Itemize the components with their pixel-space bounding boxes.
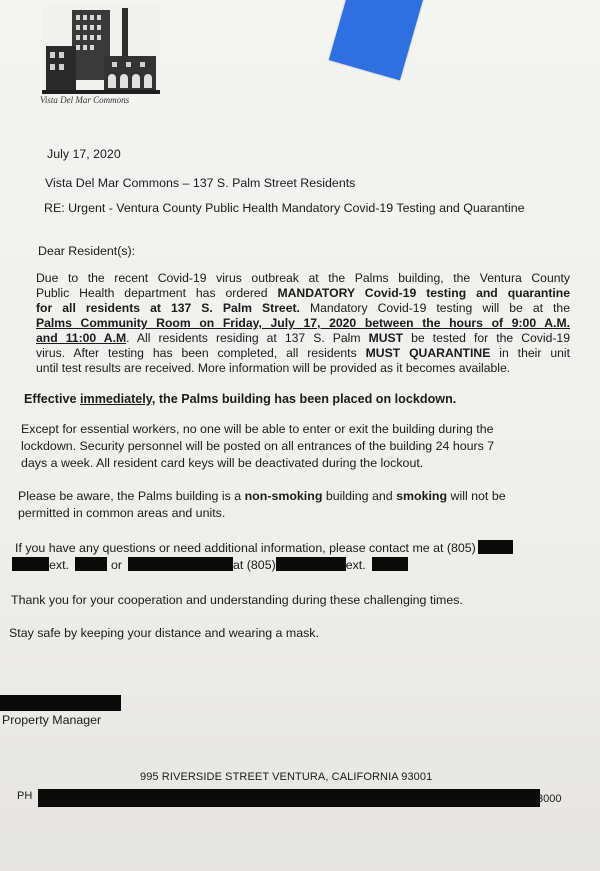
paragraph-line: lockdown. Security personnel will be posted on all entrances of the building 24 hours 7 [21,439,495,453]
redacted-block [372,557,408,571]
paragraph-line: Except for essential workers, no one will be able to enter or exit the building during the [21,422,494,436]
paragraph-lockdown [21,421,581,472]
paragraph-line: Public Health department has ordered MANDATORY Covid-19 testing and quarantine [36,286,570,300]
redacted-block [12,557,49,571]
paragraph-testing [36,271,570,376]
signature-title: Property Manager [2,713,102,727]
paragraph-line: permitted in common areas and units. [18,506,226,520]
paragraph-line: Due to the recent Covid-19 virus outbreak at the Palms building, the Ventura County [36,271,570,285]
paragraph-smoking [18,488,578,522]
thank-you-line: Thank you for your cooperation and understanding during these challenging times. [11,593,463,607]
stay-safe-line: Stay safe by keeping your distance and wearing a mask. [9,626,319,640]
contact-line: If you have any questions or need additional information, please contact me at (805) [15,540,513,556]
salutation: Dear Resident(s): [38,244,136,258]
paragraph-line: virus. After testing has been completed, all residents MUST QUARANTINE in their unit [36,346,570,360]
redacted-block [478,540,513,554]
redacted-signature [0,695,121,711]
footer-address: 995 RIVERSIDE STREET VENTURA, CALIFORNIA 93001 [140,771,433,783]
paragraph-line: until test results are received. More information will be provided as it becomes available. [36,361,511,375]
paragraph-line: Palms Community Room on Friday, July 17, 2020 between the hours of 9:00 A.M. [36,316,570,330]
paragraph-line: for all residents at 137 S. Palm Street. Mandatory Covid-19 testing will be at the [36,301,570,315]
subject-line: RE: Urgent - Ventura County Public Health Mandatory Covid-19 Testing and Quarantine [44,201,525,215]
redacted-block [75,557,107,571]
redacted-block [276,557,346,571]
paragraph-line: days a week. All resident card keys will be deactivated during the lockout. [21,456,424,470]
logo-caption: Vista Del Mar Commons [40,95,130,105]
letter-date: July 17, 2020 [47,147,121,161]
footer-phone-tail: 3000 [537,793,562,805]
redacted-block [128,557,233,571]
paragraph-line: Please be aware, the Palms building is a non-smoking building and smoking will not be [18,489,506,503]
building-logo-icon [42,6,160,94]
footer-phone-label: PH [17,790,33,802]
recipient-line: Vista Del Mar Commons – 137 S. Palm Street Residents [45,176,356,190]
redacted-phone [38,789,540,807]
paragraph-line: and 11:00 A.M. All residents residing at 137 S. Palm MUST be tested for the Covid-19 [36,331,570,345]
blue-tape [329,0,425,80]
contact-line-2: ext. or at (805) ext. [12,557,408,573]
lockdown-notice: Effective immediately, the Palms building has been placed on lockdown. [24,392,457,406]
